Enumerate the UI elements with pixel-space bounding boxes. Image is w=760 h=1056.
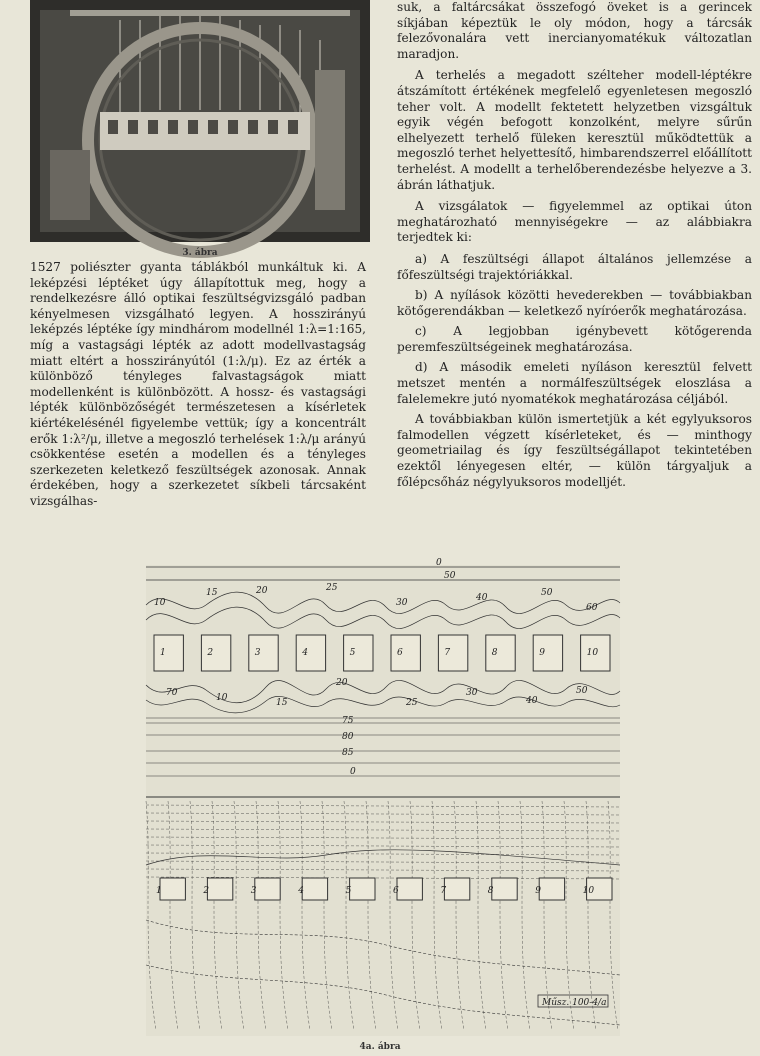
lower-opening [539, 878, 564, 900]
upper-opening-label: 9 [539, 648, 545, 658]
upper-opening [296, 635, 325, 671]
right-paragraph-scope: A vizsgálatok — figyelemmel az optikai úton meghatározható mennyiségekre — az alábbiakra terjedtek ki: [397, 199, 752, 245]
upper-opening [533, 635, 562, 671]
upper-opening-label: 10 [586, 648, 599, 658]
contour-label-bottom: 0 [350, 767, 356, 777]
upper-opening [391, 635, 420, 671]
lower-opening [444, 878, 469, 900]
contour-value-label: 70 [166, 688, 178, 698]
contour-value-label: 60 [586, 603, 598, 613]
upper-opening-label: 1 [160, 648, 166, 658]
right-intro-paragraph: suk, a faltárcsákat összefogó öveket is a gerincek síkjában képeztük le oly módon, hogy a tárcsák felezővonalára vett inercianyomatékuk változatlan maradjon. [397, 0, 752, 61]
lower-opening-label: 2 [203, 886, 210, 896]
figure-4a-drawing [146, 558, 620, 1036]
upper-opening-label: 5 [349, 648, 356, 658]
figure-3-caption: 3. ábra [182, 248, 218, 258]
upper-opening-label: 4 [302, 648, 308, 658]
upper-opening-label: 3 [254, 648, 261, 658]
contour-value-label: 40 [526, 696, 538, 706]
right-paragraph-loading: A terhelés a megadott szélteher modell-léptékre átszámított értékének megfelelő egyenletesen megoszló teher volt. A modellt fektetett helyzetben vizsgáltuk egyik végén befogott konzolként, melyre sűrűn elhelyezett terhelő füleken keresztül működtettük a megoszló terhet helyettesítő, himbarendszerrel előállított terhelést. A modellt a terhelőberendezésbe helyezve a 3. ábrán láthatjuk. [397, 68, 752, 192]
lower-opening-label: 4 [298, 886, 304, 896]
upper-opening [344, 635, 373, 671]
lower-opening-label: 5 [345, 886, 352, 896]
lower-opening-label: 3 [250, 886, 257, 896]
list-item-c: c) A legjobban igénybevett kötőgerenda peremfeszültségeinek meghatározása. [397, 324, 752, 354]
contour-value-label: 30 [396, 598, 408, 608]
lower-opening [397, 878, 422, 900]
upper-opening-label: 7 [444, 648, 451, 658]
contour-value-label: 25 [406, 698, 418, 708]
contour-value-label: 40 [476, 593, 488, 603]
contour-value-label: 20 [336, 678, 348, 688]
lower-opening [160, 878, 185, 900]
lower-opening-label: 10 [582, 886, 595, 896]
contour-value-label: 30 [466, 688, 478, 698]
contour-label-bottom: 75 [342, 716, 354, 726]
right-paragraph-closing: A továbbiakban külön ismertetjük a két egylyuksoros falmodellen végzett kísérleteket, és — minthogy geometriailag és így feszültségállapot tekintetében ezektől lényegesen eltér, — külön tárgyaljuk a főlépcsőház négylyuksoros modelljét. [397, 412, 752, 489]
lower-opening-label: 1 [156, 886, 162, 896]
upper-opening [249, 635, 278, 671]
contour-value-label: 50 [541, 588, 553, 598]
upper-opening-label: 6 [397, 648, 403, 658]
upper-opening [438, 635, 467, 671]
lower-opening-label: 9 [535, 886, 541, 896]
contour-value-label: 25 [326, 583, 338, 593]
left-column [30, 260, 366, 516]
left-paragraph: 1527 poliészter gyanta táblákból munkáltuk ki. A leképzési léptéket úgy állapítottuk meg, hogy a rendelkezésre álló optikai feszültségvizsgáló padban kényelmesen vizsgálható legyen. A hosszirányú leképzés léptéke így mindhárom modellnél 1:λ=1:165, míg a vastagsági lépték az adott modellvastagság miatt eltért a hosszirányútól (1:λ/μ). Ez az érték a különböző tényleges falvastagságok miatt modellenként is különbözött. A hossz- és vastagsági lépték különbözőségét természetesen a kísérletek kiértékelésénél figyelembe vettük; így a koncentrált erők 1:λ²/μ, illetve a megoszló terhelések 1:λ/μ arányú csökkentése esetén a modellen és a tényleges szerkezeten keletkező feszültségek azonosak. Annak érdekében, hogy a szerkezetet síkbeli tárcsaként vizsgálhas- [30, 260, 366, 508]
figure-3-photo [30, 0, 370, 242]
contour-label-bottom: 80 [342, 732, 354, 742]
lower-opening [207, 878, 232, 900]
upper-opening [154, 635, 183, 671]
figure-stamp: Műsz. 100-4/a [542, 998, 607, 1008]
contour-value-label: 10 [216, 693, 228, 703]
contour-label-top: 50 [444, 571, 456, 581]
lower-opening [492, 878, 517, 900]
contour-label-bottom: 85 [342, 748, 354, 758]
upper-opening-label: 8 [491, 648, 498, 658]
contour-label-top: 0 [436, 558, 442, 568]
lower-opening [350, 878, 375, 900]
figure-4a-caption: 4a. ábra [359, 1042, 401, 1052]
lower-opening [255, 878, 280, 900]
contour-value-label: 50 [576, 686, 588, 696]
figure-4a [146, 558, 620, 1036]
contour-value-label: 10 [154, 598, 166, 608]
lower-opening-label: 8 [487, 886, 494, 896]
list-item-d: d) A második emeleti nyíláson keresztül felvett metszet mentén a normálfeszültségek eloszlása a falelemekre jutó nyomatékok meghatározása céljából. [397, 360, 752, 406]
contour-value-label: 15 [206, 588, 218, 598]
upper-opening [201, 635, 230, 671]
lower-opening [302, 878, 327, 900]
photo-model-in-rig [30, 0, 370, 242]
upper-opening-label: 2 [207, 648, 214, 658]
lower-opening-label: 6 [393, 886, 399, 896]
lower-opening-label: 7 [440, 886, 447, 896]
upper-opening [486, 635, 515, 671]
list-item-b: b) A nyílások közötti hevederekben — továbbiakban kötőgerendákban — keletkező nyíróerők meghatározása. [397, 288, 752, 318]
list-item-a: a) A feszültségi állapot általános jellemzése a főfeszültségi trajektóriákkal. [397, 251, 752, 282]
contour-value-label: 20 [256, 586, 268, 596]
contour-value-label: 15 [276, 698, 288, 708]
right-column [397, 0, 752, 496]
